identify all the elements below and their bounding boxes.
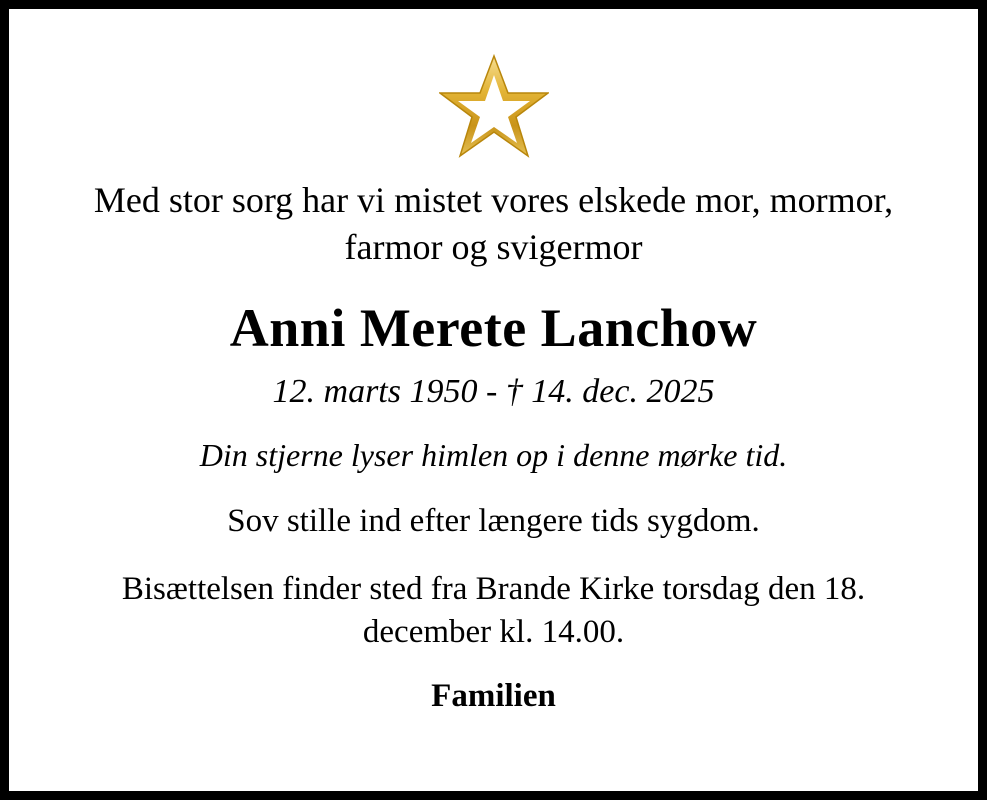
- intro-text: Med stor sorg har vi mistet vores elskede mor, mormor, farmor og svigermor: [93, 180, 894, 267]
- passing-line: Sov stille ind efter længere tids sygdom.: [227, 502, 760, 539]
- life-dates: 12. marts 1950 - † 14. dec. 2025: [272, 372, 715, 410]
- ceremony-details: Bisættelsen finder sted fra Brande Kirke torsdag den 18. december kl. 14.00.: [121, 571, 866, 651]
- gold-star-icon: [439, 53, 549, 161]
- deceased-name: Anni Merete Lanchow: [229, 297, 758, 358]
- memorial-verse: Din stjerne lyser himlen op i denne mørke tid.: [199, 436, 788, 473]
- signature: Familien: [431, 678, 556, 715]
